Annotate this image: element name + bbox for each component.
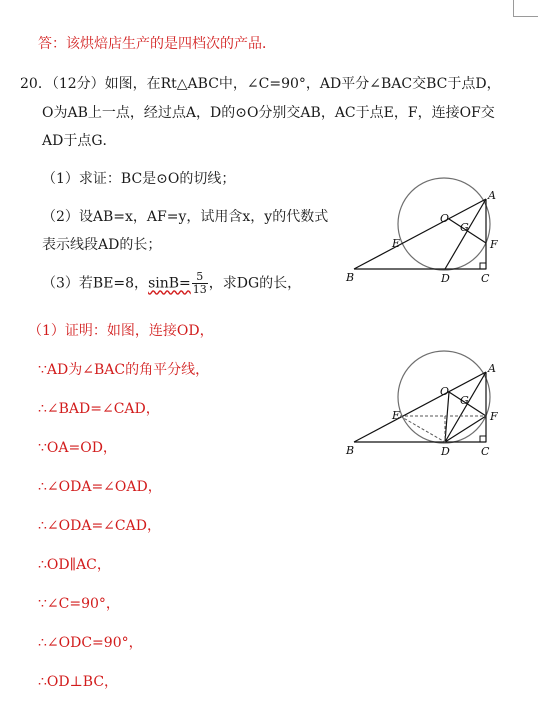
- question-3-suffix: ，求DG的长，: [208, 275, 302, 292]
- label-a: A: [488, 362, 496, 375]
- label-g: G: [460, 394, 469, 407]
- question-1: （1）求证：BC是⊙O的切线；: [42, 171, 236, 187]
- question-3-prefix: （3）若BE=8，: [42, 275, 149, 292]
- question-2-line-2: 表示线段AD的长；: [42, 237, 162, 253]
- label-g: G: [460, 221, 469, 234]
- question-3-sin: sinB=: [148, 275, 191, 292]
- problem-statement-line-2: O为AB上一点，经过点A，D的⊙O分别交AB，AC于点E，F，连接OF交: [42, 105, 495, 121]
- question-3: [42, 271, 301, 296]
- solution-line-9: ∴∠ODC=90°，: [38, 635, 143, 651]
- question-3-numerator: 5: [192, 271, 208, 284]
- label-b: B: [346, 444, 355, 457]
- geometry-figure-1: [340, 175, 540, 290]
- label-c: C: [481, 445, 490, 458]
- question-2-line-1: （2）设AB=x，AF=y，试用含x，y的代数式: [42, 209, 329, 225]
- question-3-denominator: 13: [192, 283, 207, 296]
- label-b: B: [346, 271, 355, 284]
- page-corner-mark: [513, 0, 538, 17]
- label-d: D: [441, 272, 450, 285]
- previous-answer: 答：该烘焙店生产的是四档次的产品．: [38, 36, 276, 52]
- solution-line-7: ∴OD∥AC，: [38, 557, 111, 573]
- label-c: C: [481, 272, 490, 285]
- label-o: O: [440, 212, 450, 225]
- label-f: F: [490, 410, 498, 423]
- label-e: E: [392, 237, 401, 250]
- label-o: O: [440, 385, 450, 398]
- label-d: D: [441, 445, 450, 458]
- solution-line-2: ∵AD为∠BAC的角平分线，: [38, 362, 210, 378]
- solution-line-6: ∴∠ODA=∠CAD，: [38, 518, 161, 534]
- label-e: E: [392, 409, 401, 422]
- question-3-fraction: [192, 271, 208, 296]
- solution-line-10: ∴OD⊥BC，: [38, 674, 119, 690]
- problem-statement-line-3: AD于点G．: [42, 133, 117, 149]
- solution-line-1: （1）证明：如图，连接OD，: [28, 323, 214, 339]
- label-f: F: [490, 238, 498, 251]
- label-a: A: [488, 189, 496, 202]
- solution-line-5: ∴∠ODA=∠OAD，: [38, 479, 162, 495]
- geometry-figure-2: [340, 348, 540, 463]
- solution-line-3: ∴∠BAD=∠CAD，: [38, 401, 160, 417]
- problem-statement-line-1: 20．（12分）如图，在Rt△ABC中，∠C=90°，AD平分∠BAC交BC于点D，: [20, 76, 501, 92]
- solution-line-4: ∵OA=OD，: [38, 440, 117, 456]
- solution-line-8: ∵∠C=90°，: [38, 596, 120, 612]
